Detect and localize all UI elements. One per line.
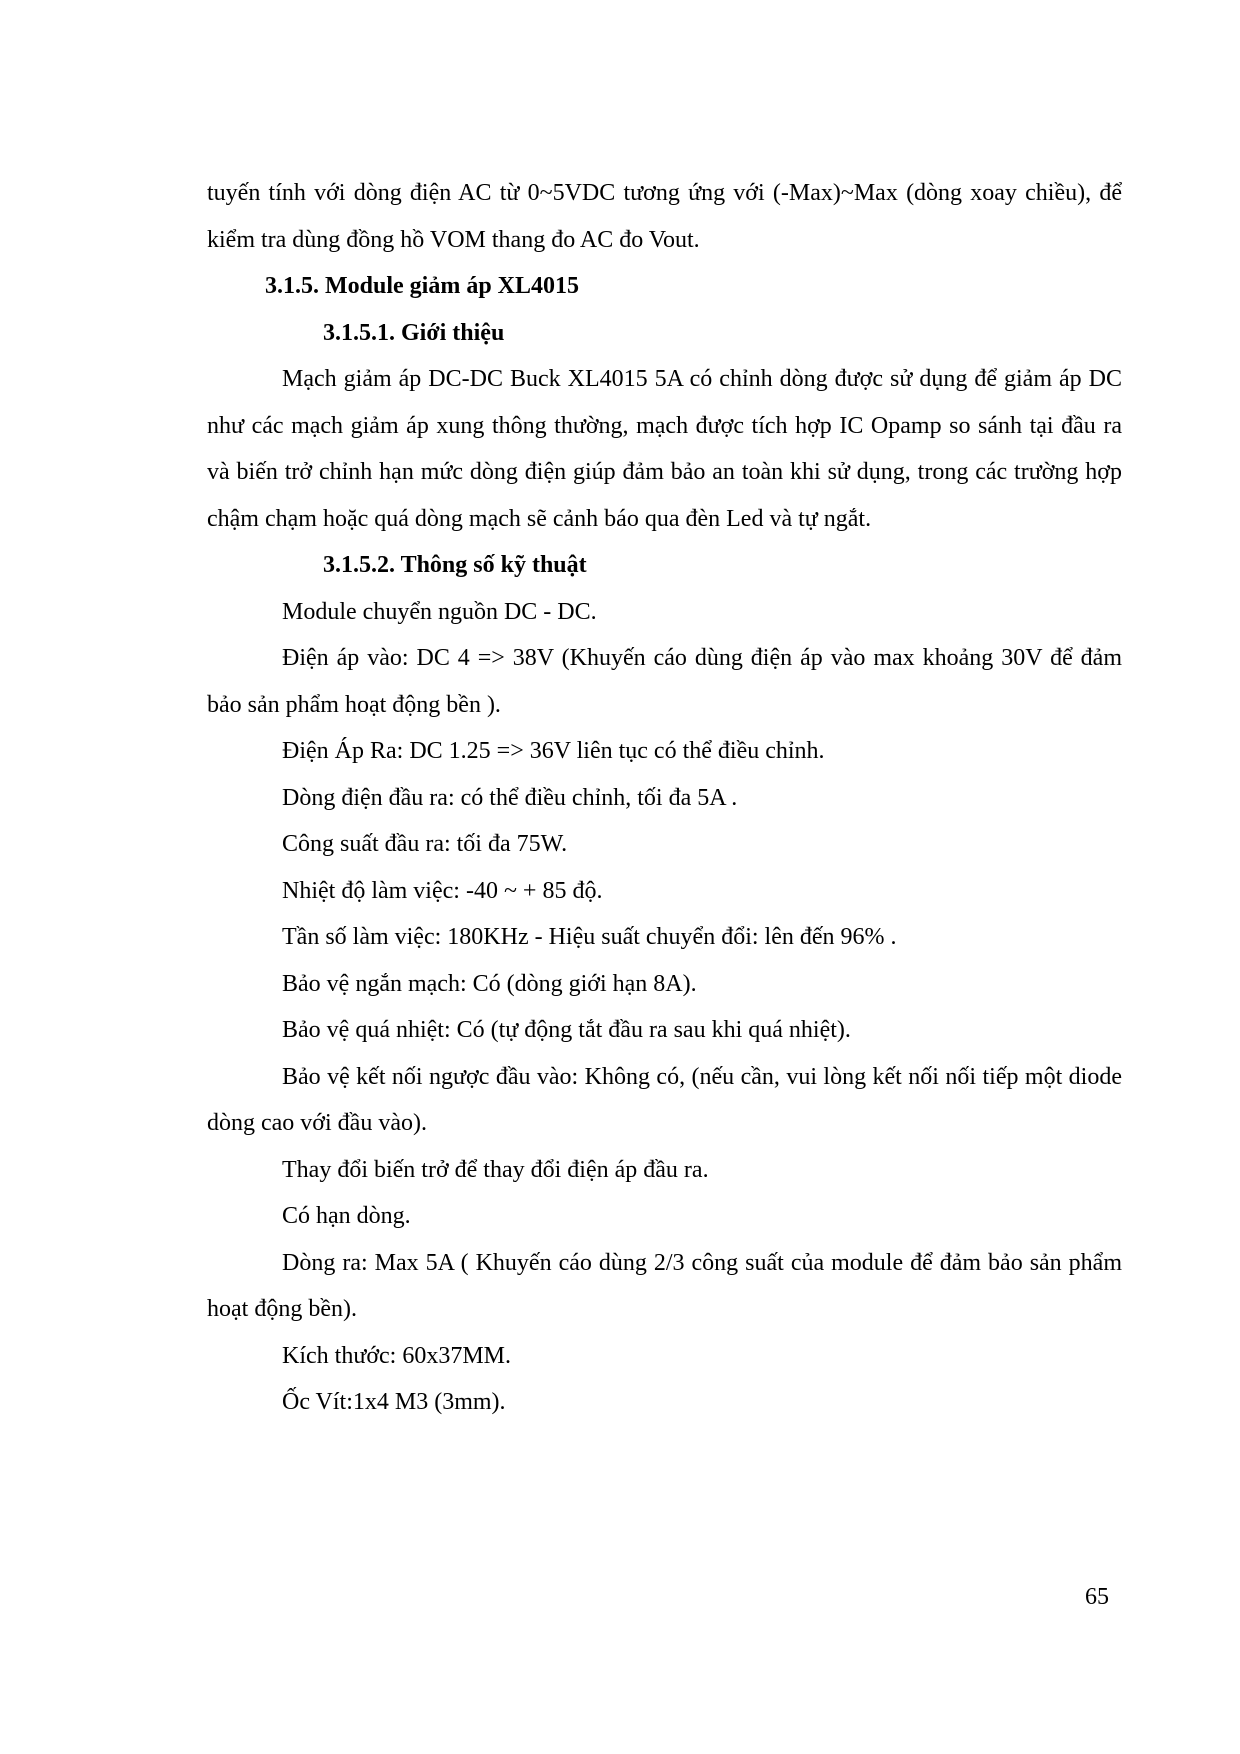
spec-item: Kích thước: 60x37MM. xyxy=(282,1342,512,1369)
intro-paragraph: Mạch giảm áp DC-DC Buck XL4015 5A có chỉnh dòng được sử dụng để giảm áp DC như các mạch giảm áp xung thông thường, mạch được tích hợp IC Opamp so sánh tại đầu ra và biến trở chỉnh hạn mức dòng điện giúp đảm bảo an toàn khi sử dụng, trong các trường hợp chậm chạm hoặc quá dòng mạch sẽ cảnh báo qua đèn Led và tự ngắt. xyxy=(207,366,1122,532)
spec-item: Có hạn dòng. xyxy=(282,1203,411,1229)
page-content xyxy=(207,170,1122,1426)
spec-item: Module chuyển nguồn DC - DC. xyxy=(282,598,597,625)
spec-list xyxy=(207,589,1122,1426)
spec-item: Điện Áp Ra: DC 1.25 => 36V liên tục có thể điều chỉnh. xyxy=(282,738,825,764)
spec-item: Dòng ra: Max 5A ( Khuyến cáo dùng 2/3 công suất của module để đảm bảo sản phẩm hoạt động bền). xyxy=(207,1249,1122,1322)
spec-item: Bảo vệ ngắn mạch: Có (dòng giới hạn 8A). xyxy=(282,970,697,997)
continuation-paragraph: tuyến tính với dòng điện AC từ 0~5VDC tương ứng với (-Max)~Max (dòng xoay chiều), để kiểm tra dùng đồng hồ VOM thang đo AC đo Vout. xyxy=(207,180,1122,253)
intro-heading: 3.1.5.1. Giới thiệu xyxy=(323,319,505,346)
spec-item: Tần số làm việc: 180KHz - Hiệu suất chuyển đổi: lên đến 96% . xyxy=(282,924,897,950)
spec-item: Nhiệt độ làm việc: -40 ~ + 85 độ. xyxy=(282,877,603,904)
spec-item: Ốc Vít:1x4 M3 (3mm). xyxy=(282,1389,506,1415)
section-heading: 3.1.5. Module giảm áp XL4015 xyxy=(265,273,580,299)
spec-item: Bảo vệ kết nối ngược đầu vào: Không có, (nếu cần, vui lòng kết nối nối tiếp một diode dòng cao với đầu vào). xyxy=(207,1063,1122,1136)
spec-item: Điện áp vào: DC 4 => 38V (Khuyến cáo dùng điện áp vào max khoảng 30V để đảm bảo sản phẩm hoạt động bền ). xyxy=(207,645,1122,718)
specs-heading: 3.1.5.2. Thông số kỹ thuật xyxy=(323,552,587,578)
spec-item: Bảo vệ quá nhiệt: Có (tự động tắt đầu ra sau khi quá nhiệt). xyxy=(282,1017,851,1043)
page-number: 65 xyxy=(1085,1584,1109,1610)
spec-item: Công suất đầu ra: tối đa 75W. xyxy=(282,831,568,857)
spec-item: Thay đổi biến trở để thay đổi điện áp đầu ra. xyxy=(282,1156,709,1183)
spec-item: Dòng điện đầu ra: có thể điều chỉnh, tối đa 5A . xyxy=(282,784,738,811)
